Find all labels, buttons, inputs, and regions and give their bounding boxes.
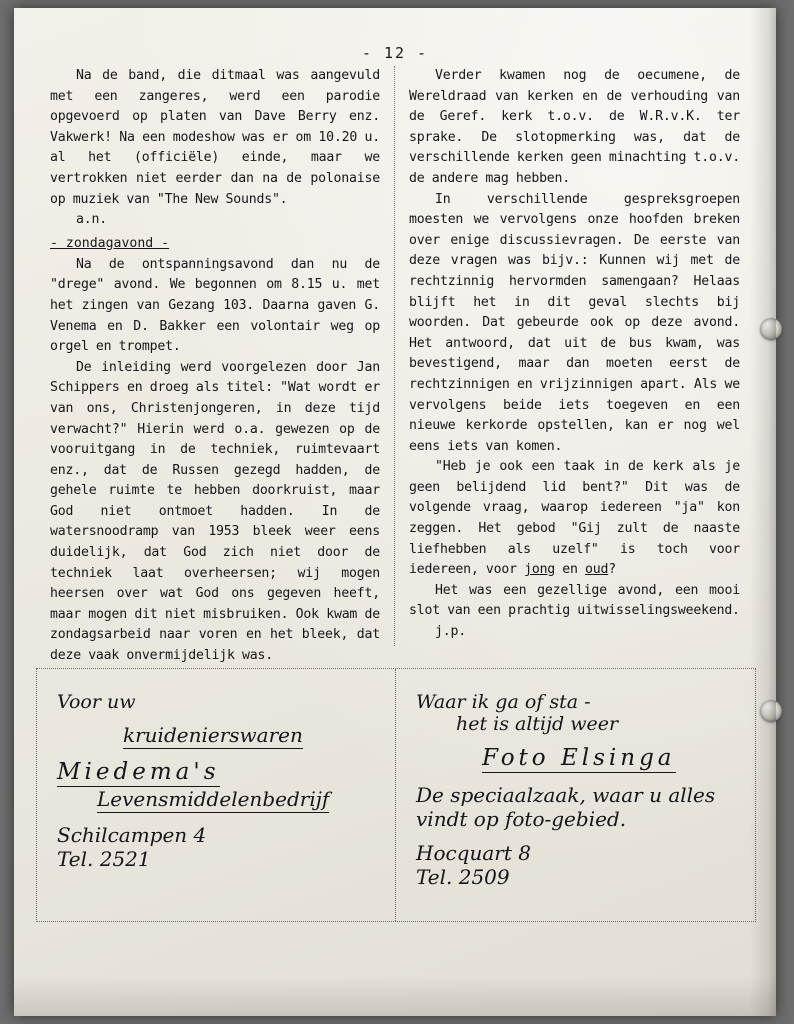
ad-line-2: kruidenierswaren (123, 723, 303, 747)
advertisement-miedema (37, 669, 396, 921)
paragraph: Het was een gezellige avond, een mooi slot van een prachtig uitwisselingsweekend. (409, 582, 740, 619)
ad-line-1: Waar ik ga of sta - (416, 691, 591, 713)
author-initials-left: a.n. (76, 212, 107, 228)
advertisement-block (36, 668, 756, 922)
section-subheading-text: - zondagavond - (50, 235, 170, 251)
page-surface (14, 8, 776, 1016)
ad-line-4: De speciaalzaak, waar u alles (416, 783, 716, 807)
ad-line-5: vindt op foto-gebied. (416, 807, 627, 831)
paragraph: Verder kwamen nog de oecumene, de Wereldraad van kerken en de verhouding van de Geref. kerk t.o.v. de W.R.v.K. ter sprake. De slotopmerking was, dat de verschillende kerken geen minachting t.o.v. de andere mag hebben. (409, 68, 740, 186)
ad-business-name: Foto Elsinga (482, 745, 676, 771)
ad-line-1: Voor uw (57, 691, 136, 713)
author-initials-right: j.p. (435, 624, 466, 640)
page-bottom-shadow (14, 976, 776, 1016)
binder-hole-icon (760, 318, 782, 340)
paragraph: In verschillende gespreksgroepen moesten we vervolgens onze hoofden breken over enige discussievragen. De eerste van deze vragen was bijv.: Kunnen wij met de rechtzinnig hervormden samengaan? Helaas blijft het in dit geval slechts bij woorden. Dat gebeurde ook op deze avond. Het antwoord, dat uit de bus kwam, was bevestigend, maar dan moeten eerst de rechtzinnigen en vrijzinnigen apart. Als we vervolgens beide iets toegeven en een nieuwe kerkorde opstellen, kan er nog wel eens iets van komen. (409, 191, 740, 454)
scanned-page (14, 8, 776, 1016)
advertisement-foto-elsinga (396, 669, 755, 921)
ad-address: Schilcampen 4 (57, 823, 207, 847)
paragraph: De inleiding werd voorgelezen door Jan Schippers en droeg als titel: "Wat wordt er van ons, Christenjongeren, in deze tijd verwacht?" Hierin werd o.a. gewezen op de vooruitgang in de techniek, ruimtevaart enz., dat de Russen gezegd hadden, de gehele ruimte te hebben doorkruist, maar God niet ontmoet hadden. In de watersnoodramp van 1953 bleek weer eens duidelijk, dat God zich niet door de techniek laat overheersen; wij mogen heersen over wat God ons gegeven heeft, maar mogen dit niet misbruiken. Ook kwam de zondagsarbeid naar voren en het bleek, dat deze vaak onvermijdelijk was. (50, 359, 380, 664)
ad-phone: Tel. 2509 (416, 865, 510, 889)
ad-phone: Tel. 2521 (57, 847, 151, 871)
article-columns (36, 66, 754, 664)
paragraph: Na de band, die ditmaal was aangevuld met een zangeres, werd een parodie opgevoerd op platen van Dave Berry enz. Vakwerk! Na een modeshow was er om 10.20 u. al het (officiële) einde, maar we vertrokken niet eerder dan na de polonaise op muziek van "The New Sounds". (50, 68, 380, 207)
right-column (395, 66, 754, 646)
section-subheading (50, 233, 380, 255)
page-number: - 12 - (361, 44, 429, 62)
left-column (36, 66, 395, 664)
ad-business-name: Miedema's (57, 759, 220, 785)
binder-hole-icon (760, 700, 782, 722)
ad-line-4: Levensmiddelenbedrijf (97, 787, 330, 811)
ad-line-2: het is altijd weer (456, 713, 619, 735)
paragraph: "Heb je ook een taak in de kerk als je geen belijdend lid bent?" Dit was de volgende vraag, waarop iedereen "ja" kon zeggen. Het gebod "Gij zult de naaste liefhebben als uzelf" is toch voor iedereen, voor jong en oud? (409, 459, 740, 578)
paragraph: Na de ontspanningsavond dan nu de "drege" avond. We begonnen om 8.15 u. met het zingen van Gezang 103. Daarna gaven G. Venema en D. Bakker een volontair weg op orgel en trompet. (50, 256, 380, 355)
ad-address: Hocquart 8 (416, 841, 531, 865)
